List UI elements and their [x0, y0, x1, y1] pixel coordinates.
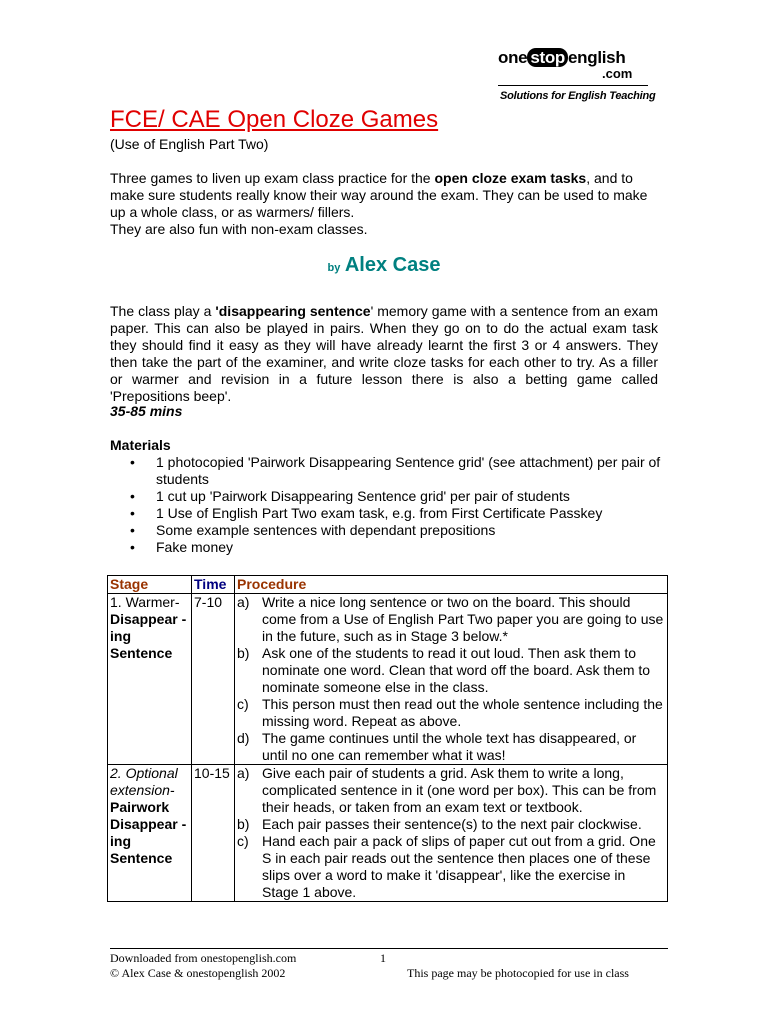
procedure-cell [235, 765, 668, 902]
step-letter: a) [237, 765, 250, 781]
intro-emphasis: open cloze exam tasks [434, 170, 587, 186]
header-time: Time [192, 576, 235, 594]
step-text: This person must then read out the whole sentence including the missing word. Repeat as above. [262, 696, 663, 729]
header-stage: Stage [108, 576, 192, 594]
table-row [108, 765, 668, 902]
step-text: Write a nice long sentence or two on the board. This should come from a Use of English Part Two paper you are going to use in the future, such as in Stage 3 below.* [262, 594, 664, 644]
description-paragraph [110, 303, 658, 405]
procedure-step [237, 696, 665, 730]
step-letter: b) [237, 816, 250, 832]
materials-heading: Materials [110, 437, 171, 453]
logo-rule [498, 85, 648, 86]
duration: 35-85 mins [110, 403, 183, 419]
list-item: • Fake money [110, 539, 670, 556]
logo-part-english: english [568, 48, 626, 67]
intro-paragraph [110, 170, 658, 238]
description-emphasis: 'disappearing sentence [215, 303, 371, 319]
table-header-row [108, 576, 668, 594]
page-subtitle: (Use of English Part Two) [110, 136, 269, 152]
author-name: Alex Case [344, 254, 441, 276]
logo-domain: .com [602, 66, 633, 81]
procedure-step [237, 816, 665, 833]
logo-part-stop: stop [527, 48, 568, 67]
footer-photocopy-note: This page may be photocopied for use in class [407, 966, 629, 980]
intro-text-end: , and to make sure students really know their way around the exam. They can be used to make up a whole class, or as warmers/ fillers. [110, 170, 648, 220]
procedure-table [107, 575, 668, 902]
onestopenglish-logo [498, 48, 656, 106]
list-item: • 1 Use of English Part Two exam task, e.g. from First Certificate Passkey [110, 505, 670, 522]
step-letter: c) [237, 833, 249, 849]
time-cell: 7-10 [192, 594, 235, 765]
logo-part-one: one [498, 48, 528, 67]
page-number: 1 [380, 951, 386, 965]
step-letter: b) [237, 645, 250, 661]
procedure-cell [235, 594, 668, 765]
procedure-steps [237, 594, 665, 764]
step-text: The game continues until the whole text has disappeared, or until no one can remember what it was! [262, 730, 637, 763]
intro-line-two: They are also fun with non-exam classes. [110, 221, 368, 237]
materials-list [110, 454, 670, 556]
author-byline [110, 254, 658, 277]
procedure-step [237, 730, 665, 764]
stage-cell [108, 594, 192, 765]
stage-name: Pairwork Disappear -ing Sentence [110, 799, 187, 866]
footer-downloaded: Downloaded from onestopenglish.com [110, 951, 297, 965]
stage-name: Disappear -ing Sentence [110, 611, 187, 661]
procedure-steps [237, 765, 665, 901]
intro-text-start: Three games to liven up exam class practice for the [110, 170, 435, 186]
footer-copyright: © Alex Case & onestopenglish 2002 [110, 966, 286, 980]
list-item: • 1 cut up 'Pairwork Disappearing Sentence grid' per pair of students [110, 488, 670, 505]
description-start: The class play a [110, 303, 216, 319]
stage-label: 1. Warmer- [110, 594, 180, 610]
stage-cell [108, 765, 192, 902]
stage-label: 2. Optional extension- [110, 765, 178, 798]
procedure-step [237, 645, 665, 696]
footer-rule [110, 948, 668, 949]
procedure-step [237, 765, 665, 816]
step-letter: d) [237, 730, 250, 746]
step-letter: a) [237, 594, 250, 610]
header-procedure: Procedure [235, 576, 668, 594]
step-text: Hand each pair a pack of slips of paper cut out from a grid. One S in each pair reads out the sentence then places one of these slips over a word to make it 'disappear', like the exercise in Stage 1 above. [262, 833, 656, 900]
step-text: Each pair passes their sentence(s) to the next pair clockwise. [262, 816, 642, 832]
list-item: • Some example sentences with dependant prepositions [110, 522, 670, 539]
table-row [108, 594, 668, 765]
step-letter: c) [237, 696, 249, 712]
procedure-step [237, 833, 665, 901]
logo-tagline: Solutions for English Teaching [500, 90, 656, 102]
list-item: • 1 photocopied 'Pairwork Disappearing Sentence grid' (see attachment) per pair of students [110, 454, 670, 488]
author-by: by [327, 262, 341, 274]
procedure-step [237, 594, 665, 645]
step-text: Ask one of the students to read it out loud. Then ask them to nominate one word. Clean that word off the board. Ask them to nominate someone else in the class. [262, 645, 651, 695]
logo-wordmark [498, 48, 625, 68]
page-title: FCE/ CAE Open Cloze Games [110, 106, 439, 133]
step-text: Give each pair of students a grid. Ask them to write a long, complicated sentence in it (one word per box). This can be from their heads, or taken from an exam text or textbook. [262, 765, 657, 815]
description-end: ' memory game with a sentence from an exam paper. This can also be played in pairs. When they go on to do the actual exam task they should find it easy as they will have already learnt the first 3 or 4 answers. They then take the part of the examiner, and write cloze tasks for each other to try. As a filler or warmer and revision in a future lesson there is also a betting game called 'Prepositions beep'. [110, 303, 658, 404]
time-cell: 10-15 [192, 765, 235, 902]
